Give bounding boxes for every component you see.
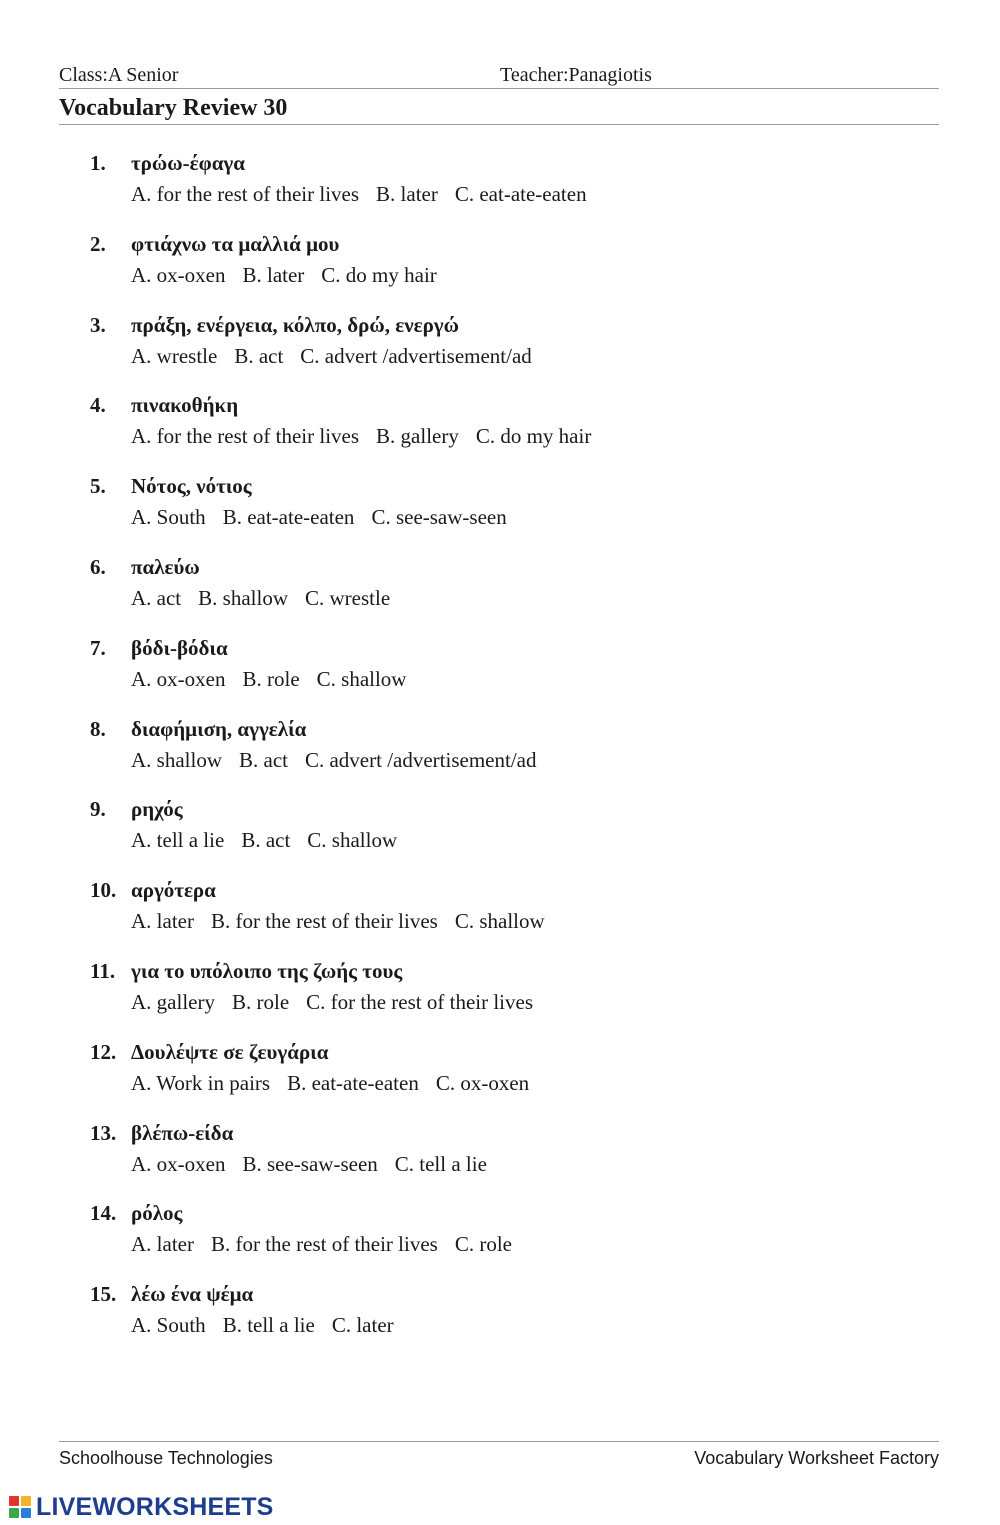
header-meta-row bbox=[59, 62, 939, 89]
answer-option[interactable]: A. South bbox=[131, 1313, 206, 1338]
answer-options bbox=[131, 583, 407, 613]
answer-option[interactable]: B. see-saw-seen bbox=[242, 1151, 378, 1176]
question-number: 15. bbox=[90, 1282, 117, 1307]
question-number: 6. bbox=[90, 554, 106, 579]
question-word: βόδι-βόδια bbox=[131, 635, 228, 660]
question-item bbox=[0, 390, 1000, 471]
answer-option[interactable]: A. ox-oxen bbox=[131, 1151, 226, 1176]
page-title: Vocabulary Review 30 bbox=[59, 93, 939, 125]
answer-options bbox=[131, 1310, 411, 1340]
question-number: 8. bbox=[90, 716, 106, 741]
class-label: Class:A Senior bbox=[59, 64, 179, 86]
question-word: φτιάχνω τα μαλλιά μου bbox=[131, 231, 340, 256]
answer-option[interactable]: B. eat-ate-eaten bbox=[287, 1070, 419, 1095]
answer-option[interactable]: B. role bbox=[231, 989, 290, 1014]
answer-option[interactable]: A. for the rest of their lives bbox=[131, 424, 360, 449]
question-word: για το υπόλοιπο της ζωής τους bbox=[131, 958, 403, 983]
question-word: ρηχός bbox=[131, 797, 183, 822]
question-word: πινακοθήκη bbox=[131, 393, 239, 418]
answer-option[interactable]: B. for the rest of their lives bbox=[210, 1232, 438, 1257]
question-word: διαφήμιση, αγγελία bbox=[131, 716, 307, 741]
question-number: 9. bbox=[90, 797, 106, 822]
answer-option[interactable]: C. do my hair bbox=[475, 424, 592, 449]
question-item bbox=[0, 714, 1000, 795]
answer-option[interactable]: C. see-saw-seen bbox=[371, 505, 507, 530]
answer-option[interactable]: B. tell a lie bbox=[222, 1313, 315, 1338]
answer-options bbox=[131, 341, 549, 371]
footer bbox=[59, 1441, 939, 1470]
answer-options bbox=[131, 1229, 529, 1259]
question-item bbox=[0, 956, 1000, 1037]
question-word: λέω ένα ψέμα bbox=[131, 1282, 254, 1307]
footer-product: Vocabulary Worksheet Factory bbox=[694, 1448, 939, 1468]
answer-option[interactable]: B. gallery bbox=[376, 424, 459, 449]
answer-option[interactable]: C. wrestle bbox=[305, 585, 391, 610]
question-word: αργότερα bbox=[131, 878, 216, 903]
answer-option[interactable]: A. shallow bbox=[131, 747, 222, 772]
answer-options bbox=[131, 502, 524, 532]
question-word: Νότος, νότιος bbox=[131, 474, 252, 499]
answer-option[interactable]: A. act bbox=[131, 585, 182, 610]
answer-options bbox=[131, 1149, 504, 1179]
question-item bbox=[0, 1279, 1000, 1360]
answer-option[interactable]: A. ox-oxen bbox=[131, 666, 226, 691]
answer-option[interactable]: B. shallow bbox=[198, 585, 288, 610]
answer-option[interactable]: A. gallery bbox=[131, 989, 215, 1014]
liveworksheets-logo-icon bbox=[8, 1495, 32, 1519]
footer-publisher: Schoolhouse Technologies bbox=[59, 1448, 273, 1468]
question-item bbox=[0, 875, 1000, 956]
answer-option[interactable]: A. later bbox=[131, 909, 194, 934]
answer-options bbox=[131, 825, 414, 855]
question-number: 14. bbox=[90, 1201, 117, 1226]
question-item bbox=[0, 148, 1000, 229]
answer-options bbox=[131, 260, 454, 290]
answer-option[interactable]: B. act bbox=[239, 747, 288, 772]
question-item bbox=[0, 1198, 1000, 1279]
question-item bbox=[0, 633, 1000, 714]
answer-option[interactable]: C. do my hair bbox=[321, 262, 437, 287]
question-item bbox=[0, 552, 1000, 633]
brand-text: LIVEWORKSHEETS bbox=[36, 1492, 274, 1521]
question-number: 10. bbox=[90, 878, 117, 903]
answer-options bbox=[131, 745, 554, 775]
answer-option[interactable]: B. role bbox=[242, 666, 300, 691]
answer-option[interactable]: C. ox-oxen bbox=[435, 1070, 530, 1095]
liveworksheets-brand[interactable] bbox=[8, 1492, 274, 1522]
answer-option[interactable]: A. Work in pairs bbox=[131, 1070, 271, 1095]
answer-option[interactable]: A. ox-oxen bbox=[131, 262, 226, 287]
answer-option[interactable]: C. later bbox=[331, 1313, 394, 1338]
question-word: βλέπω-είδα bbox=[131, 1120, 234, 1145]
question-number: 11. bbox=[90, 958, 116, 983]
answer-options bbox=[131, 179, 604, 209]
question-word: τρώω-έφαγα bbox=[131, 151, 245, 175]
answer-option[interactable]: C. shallow bbox=[454, 909, 545, 934]
answer-options bbox=[131, 1068, 546, 1098]
answer-option[interactable]: B. act bbox=[241, 828, 291, 853]
answer-option[interactable]: B. eat-ate-eaten bbox=[222, 505, 355, 530]
question-word: ρόλος bbox=[131, 1201, 183, 1226]
question-word: πράξη, ενέργεια, κόλπο, δρώ, ενεργώ bbox=[131, 312, 459, 337]
answer-option[interactable]: C. advert /advertisement/ad bbox=[304, 747, 537, 772]
question-number: 1. bbox=[90, 151, 106, 175]
question-item bbox=[0, 1118, 1000, 1199]
answer-option[interactable]: A. for the rest of their lives bbox=[131, 182, 360, 206]
answer-option[interactable]: C. advert /advertisement/ad bbox=[300, 343, 532, 368]
answer-option[interactable]: A. wrestle bbox=[131, 343, 218, 368]
answer-option[interactable]: A. tell a lie bbox=[131, 828, 225, 853]
question-number: 2. bbox=[90, 231, 106, 256]
answer-option[interactable]: C. role bbox=[454, 1232, 512, 1257]
answer-option[interactable]: B. later bbox=[242, 262, 305, 287]
answer-option[interactable]: C. tell a lie bbox=[394, 1151, 487, 1176]
question-item bbox=[0, 471, 1000, 552]
question-number: 3. bbox=[90, 312, 106, 337]
question-item bbox=[0, 794, 1000, 875]
answer-option[interactable]: C. shallow bbox=[307, 828, 398, 853]
answer-option[interactable]: A. South bbox=[131, 505, 206, 530]
answer-options bbox=[131, 421, 608, 451]
answer-options bbox=[131, 664, 423, 694]
answer-option[interactable]: B. later bbox=[376, 182, 438, 206]
answer-option[interactable]: C. eat-ate-eaten bbox=[454, 182, 587, 206]
question-number: 13. bbox=[90, 1120, 117, 1145]
question-number: 12. bbox=[90, 1039, 117, 1064]
question-item bbox=[0, 1037, 1000, 1118]
question-number: 5. bbox=[90, 474, 106, 499]
question-number: 7. bbox=[90, 635, 106, 660]
question-word: Δουλέψτε σε ζευγάρια bbox=[131, 1039, 329, 1064]
answer-options bbox=[131, 987, 550, 1017]
answer-options bbox=[131, 906, 562, 936]
question-word: παλεύω bbox=[131, 554, 200, 579]
answer-option[interactable]: A. later bbox=[131, 1232, 194, 1257]
answer-option[interactable]: C. for the rest of their lives bbox=[306, 989, 533, 1014]
answer-option[interactable]: B. for the rest of their lives bbox=[210, 909, 438, 934]
question-list bbox=[0, 148, 1000, 1360]
question-item bbox=[0, 310, 1000, 391]
question-item bbox=[0, 229, 1000, 310]
answer-option[interactable]: C. shallow bbox=[316, 666, 407, 691]
answer-option[interactable]: B. act bbox=[234, 343, 284, 368]
question-number: 4. bbox=[90, 393, 106, 418]
teacher-label: Teacher:Panagiotis bbox=[500, 64, 652, 86]
